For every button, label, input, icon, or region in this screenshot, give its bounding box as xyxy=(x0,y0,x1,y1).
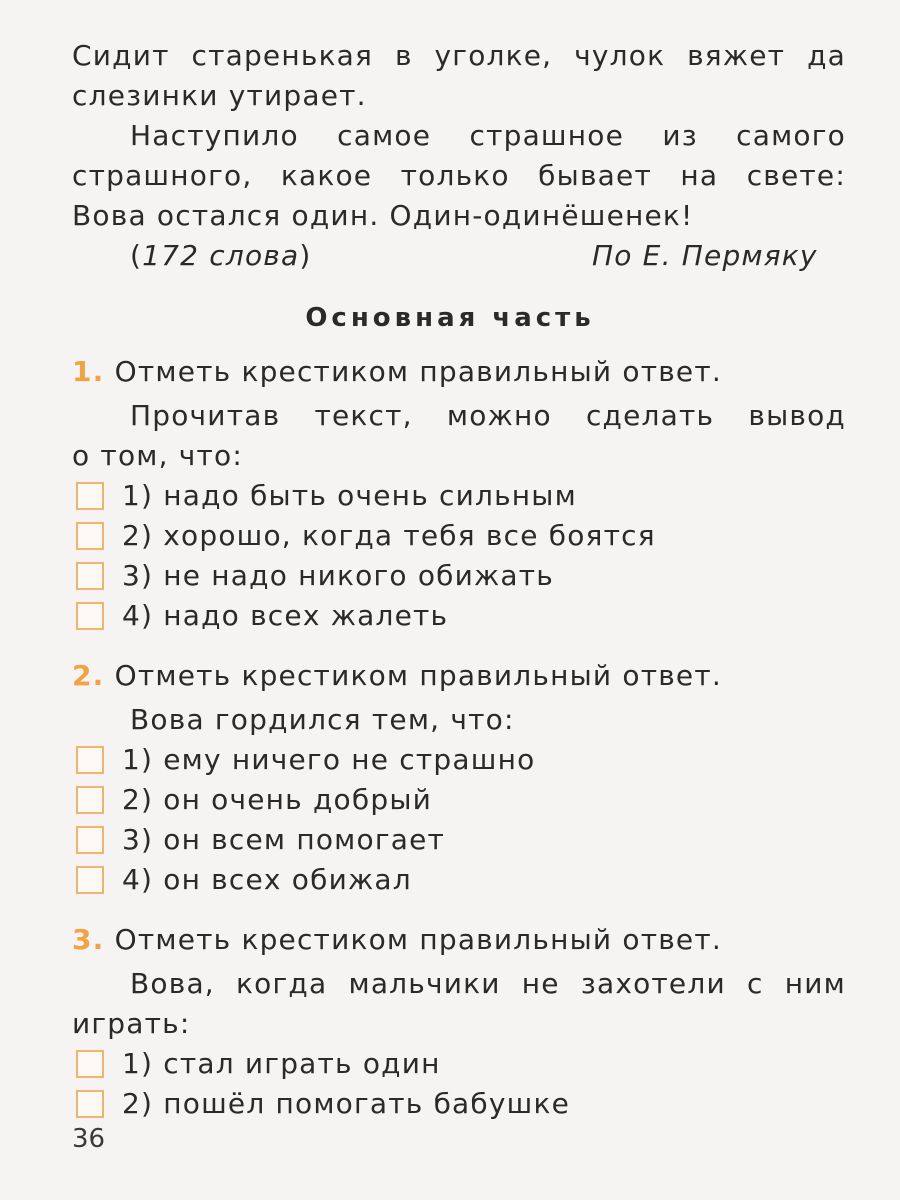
answer-option: 2) хорошо, когда тебя все боятся xyxy=(122,519,656,552)
passage-line: Вова остался один. Один-одинёшенек! xyxy=(72,199,694,232)
answer-option: 1) ему ничего не страшно xyxy=(122,743,536,776)
answer-option: 3) не надо никого обижать xyxy=(122,559,555,592)
passage-line: слезинки утирает. xyxy=(72,79,367,112)
answer-checkbox[interactable] xyxy=(76,786,104,814)
passage-line: Наступило самое страшное из самого xyxy=(130,119,846,152)
question-3-prompt: Вова, когда мальчики не захотели с ним xyxy=(130,967,846,1000)
question-number: 2. xyxy=(72,659,105,692)
answer-checkbox[interactable] xyxy=(76,602,104,630)
question-1-instruction: 1. Отметь крестиком правильный ответ. xyxy=(72,355,722,388)
question-number: 1. xyxy=(72,355,105,388)
question-1-prompt: Прочитав текст, можно сделать вывод xyxy=(130,399,846,432)
question-number: 3. xyxy=(72,923,105,956)
answer-checkbox[interactable] xyxy=(76,1090,104,1118)
passage-line: страшного, какое только бывает на свете: xyxy=(72,159,846,192)
answer-option: 1) стал играть один xyxy=(122,1047,441,1080)
answer-option: 4) надо всех жалеть xyxy=(122,599,449,632)
answer-checkbox[interactable] xyxy=(76,746,104,774)
question-3-prompt: играть: xyxy=(72,1007,191,1040)
answer-option: 2) пошёл помогать бабушке xyxy=(122,1087,571,1120)
question-3-instruction: 3. Отметь крестиком правильный ответ. xyxy=(72,923,722,956)
attribution: По Е. Пермяку xyxy=(592,239,818,272)
answer-checkbox[interactable] xyxy=(76,826,104,854)
answer-checkbox[interactable] xyxy=(76,482,104,510)
answer-checkbox[interactable] xyxy=(76,1050,104,1078)
page-number: 36 xyxy=(72,1124,106,1154)
question-2-prompt: Вова гордился тем, что: xyxy=(130,703,515,736)
question-2-instruction: 2. Отметь крестиком правильный ответ. xyxy=(72,659,722,692)
word-count: (172 слова) xyxy=(130,239,312,272)
question-1-prompt: о том, что: xyxy=(72,439,244,472)
answer-checkbox[interactable] xyxy=(76,522,104,550)
answer-option: 1) надо быть очень сильным xyxy=(122,479,577,512)
answer-checkbox[interactable] xyxy=(76,866,104,894)
passage-line: Сидит старенькая в уголке, чулок вяжет да xyxy=(72,39,846,72)
answer-option: 2) он очень добрый xyxy=(122,783,433,816)
answer-option: 4) он всех обижал xyxy=(122,863,412,896)
answer-option: 3) он всем помогает xyxy=(122,823,446,856)
answer-checkbox[interactable] xyxy=(76,562,104,590)
section-title: Основная часть xyxy=(305,303,595,333)
